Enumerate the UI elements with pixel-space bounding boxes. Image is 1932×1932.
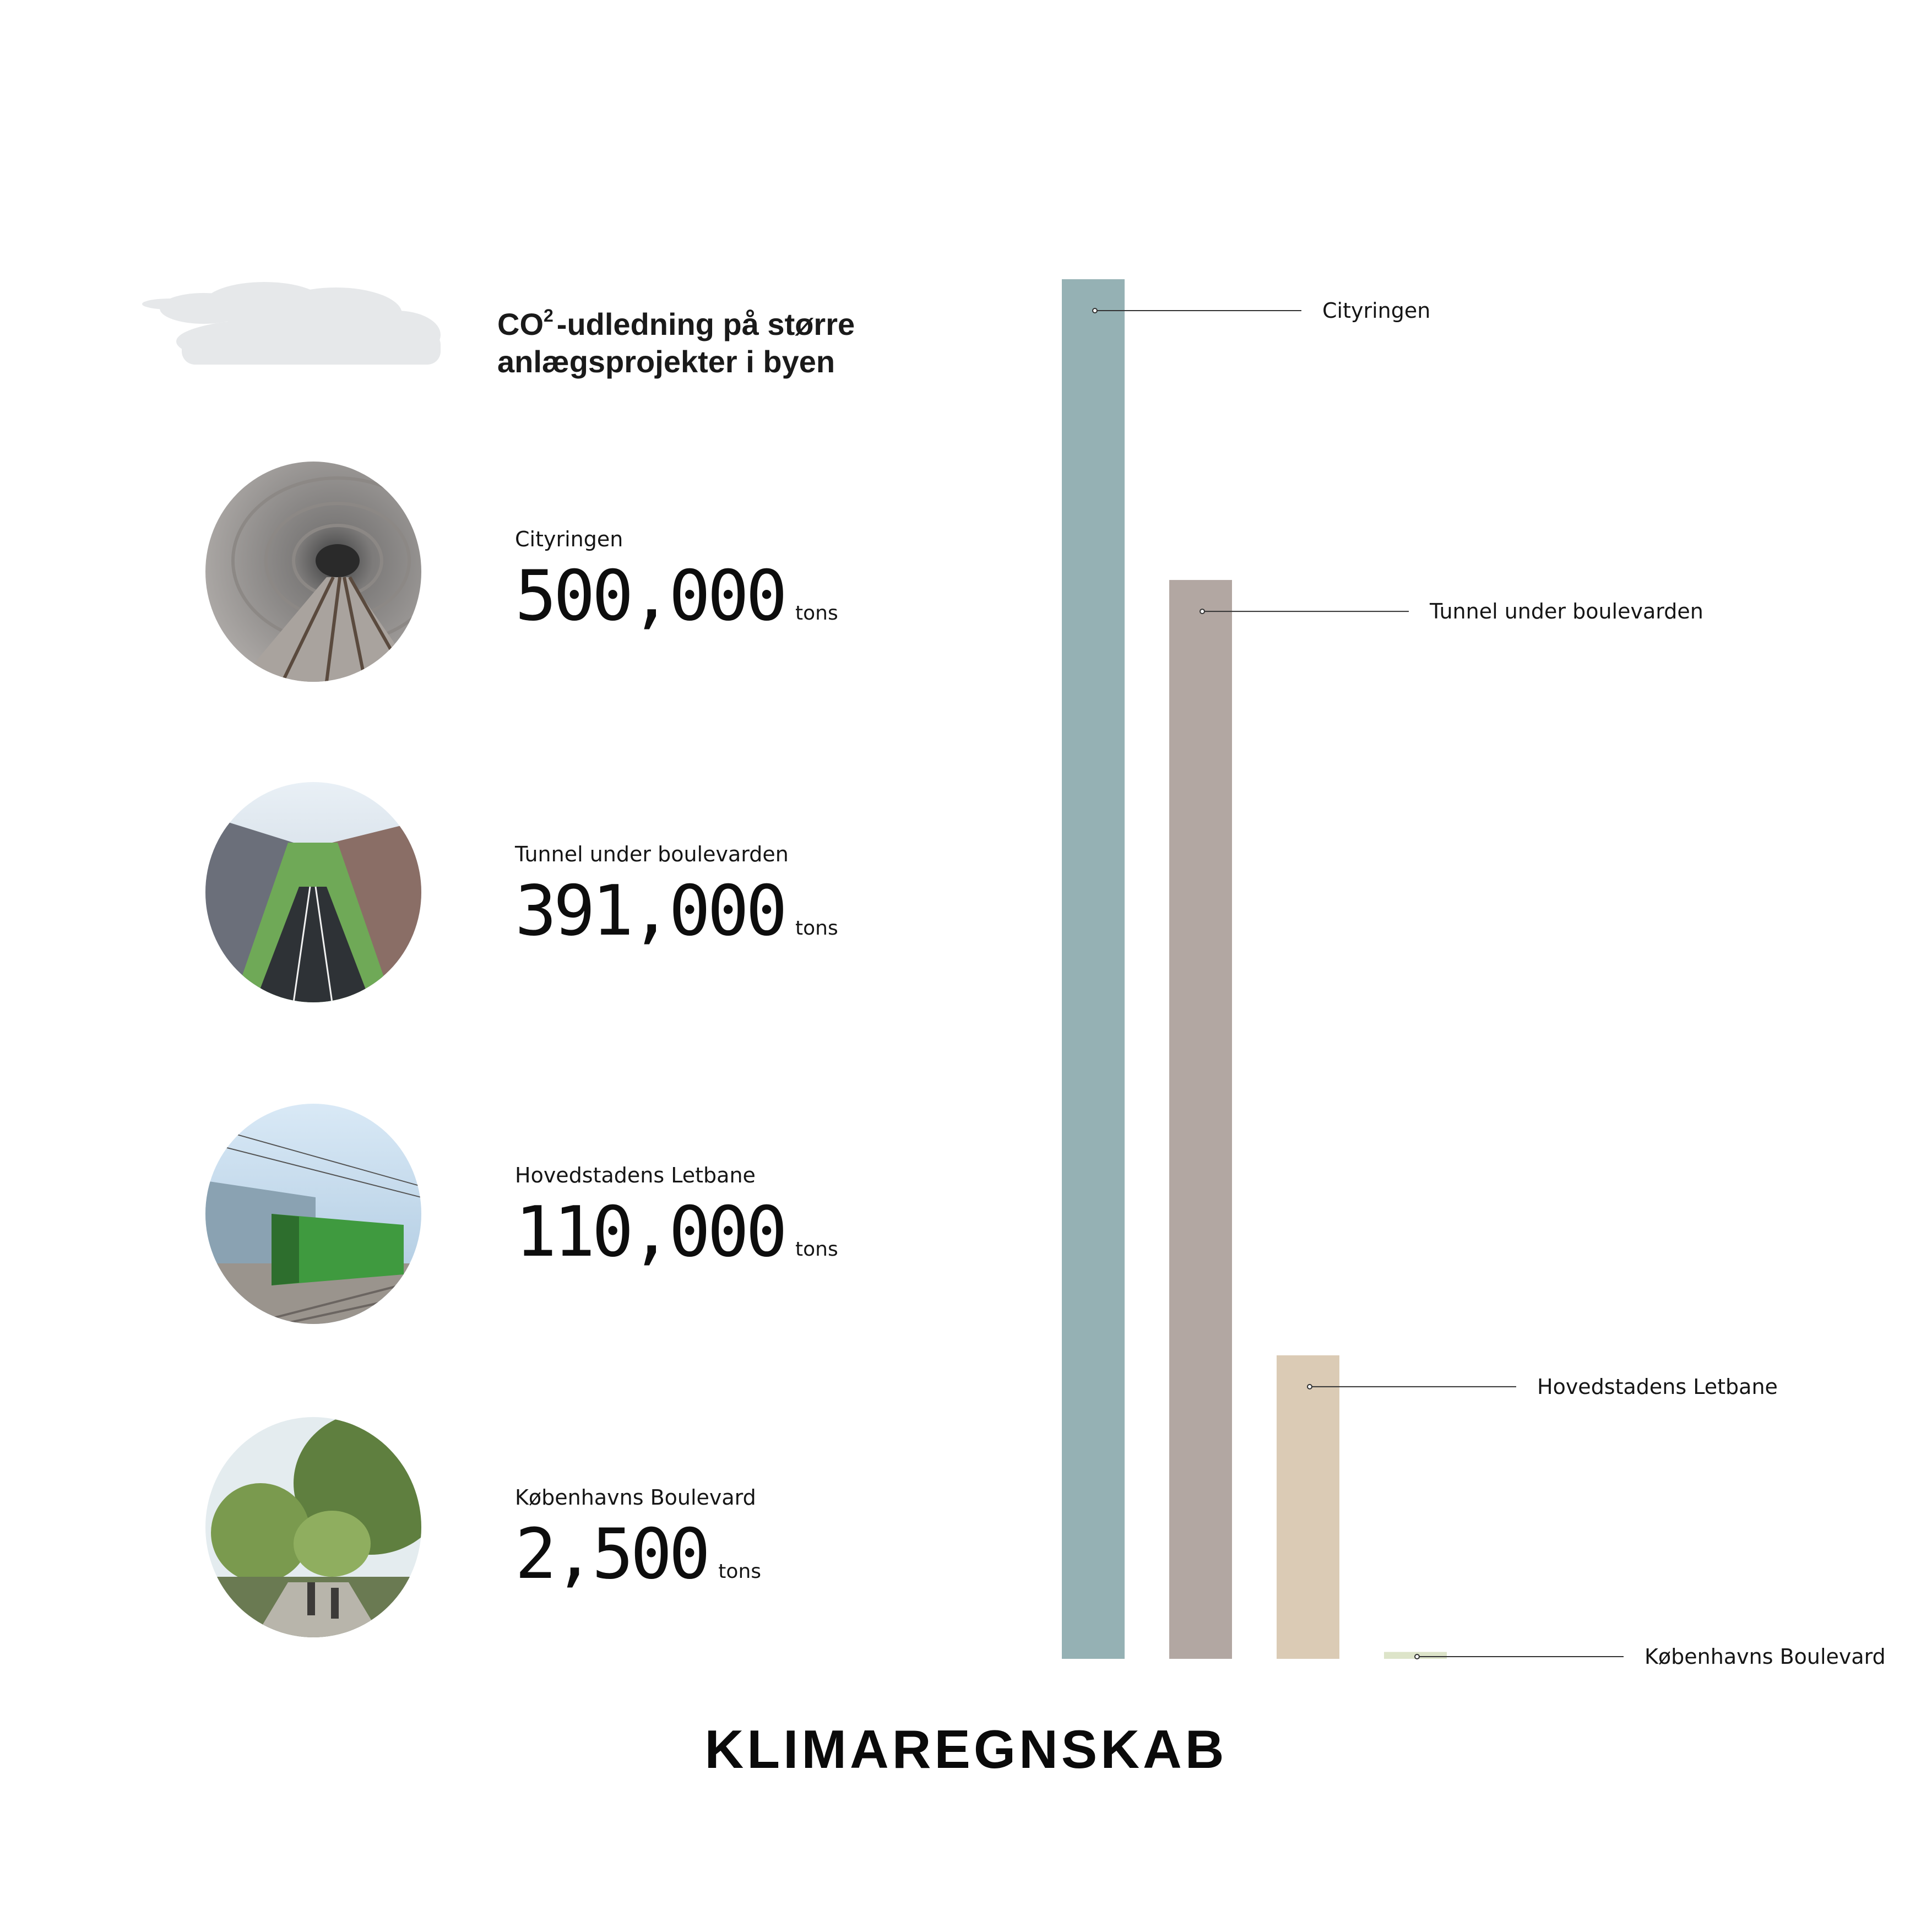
chart-title: $CO^2$ -udledning på større anlægsprojekter i byen [497, 306, 855, 379]
bar-label-1: Cityringen [1322, 299, 1431, 323]
leader-dot-4 [1415, 1654, 1419, 1659]
project-value: 500,000 [515, 555, 785, 636]
leader-dot-1 [1093, 308, 1097, 313]
project-name: Cityringen [515, 527, 623, 551]
footer-title: KLIMAREGNSKAB [704, 1719, 1228, 1779]
project-name: Københavns Boulevard [515, 1485, 756, 1510]
bar-2 [1169, 580, 1232, 1659]
leader-dot-3 [1307, 1385, 1312, 1389]
project-value: 2,500 [515, 1513, 708, 1594]
bar-label-2: Tunnel under boulevarden [1430, 599, 1703, 624]
bar-label-4: Københavns Boulevard [1645, 1645, 1886, 1669]
project-unit: tons [795, 917, 838, 940]
bar-1 [1062, 279, 1125, 1659]
bar-3 [1277, 1355, 1339, 1659]
leader-dot-2 [1200, 609, 1204, 614]
project-unit: tons [795, 1238, 838, 1261]
project-value: 110,000 [515, 1191, 785, 1272]
project-value: 391,000 [515, 870, 785, 951]
project-unit: tons [795, 602, 838, 625]
bar-label-3: Hovedstadens Letbane [1537, 1374, 1778, 1399]
project-name: Tunnel under boulevarden [515, 842, 789, 866]
project-unit: tons [718, 1560, 762, 1583]
project-name: Hovedstadens Letbane [515, 1163, 756, 1187]
